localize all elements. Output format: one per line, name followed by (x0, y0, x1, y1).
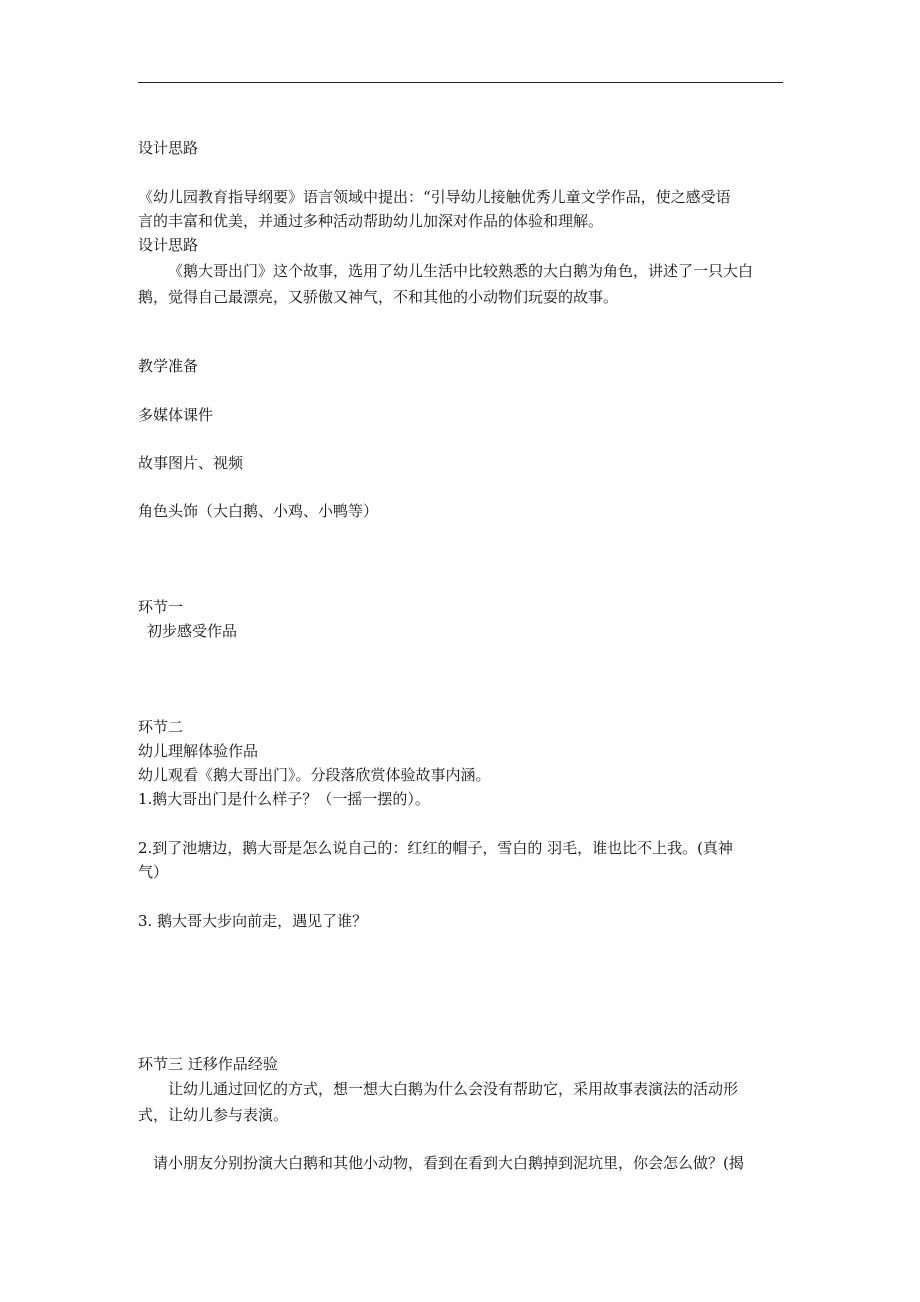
paragraph-line: 言的丰富和优美，并通过多种活动帮助幼儿加深对作品的体验和理解。 (138, 212, 604, 230)
section-three-text: 请小朋友分别扮演大白鹅和其他小动物，看到在看到大白鹅掉到泥坑里，你会怎么做？(揭 (153, 1154, 744, 1172)
heading-design-idea: 设计思路 (138, 139, 199, 157)
prep-item: 故事图片、视频 (138, 454, 244, 472)
heading-section-one: 环节一 (138, 598, 184, 616)
prep-item: 角色头饰（大白鹅、小鸡、小鸭等） (138, 502, 379, 520)
section-three-text: 让幼儿通过回忆的方式，想一想大白鹅为什么会没有帮助它，采用故事表演法的活动形 (168, 1080, 739, 1098)
question-item: 2.到了池塘边，鹅大哥是怎么说自己的：红红的帽子，雪白的 羽毛，谁也比不上我。(真神 (138, 839, 733, 857)
heading-teaching-prep: 教学准备 (138, 357, 199, 375)
section-two-text: 幼儿理解体验作品 (138, 742, 259, 760)
paragraph-line: 《幼儿园教育指导纲要》语言领域中提出：“引导幼儿接触优秀儿童文学作品，使之感受语 (138, 188, 731, 206)
question-item: 3. 鹅大哥大步向前走，遇见了谁？ (138, 912, 368, 930)
question-item: 气） (138, 863, 169, 881)
paragraph-line: 《鹅大哥出门》这个故事，选用了幼儿生活中比较熟悉的大白鹅为角色，讲述了一只大白 (168, 262, 754, 280)
section-three-text: 式，让幼儿参与表演。 (138, 1106, 289, 1124)
section-one-text: 初步感受作品 (147, 622, 238, 640)
question-item: 1.鹅大哥出门是什么样子？（一摇一摆的）。 (138, 790, 430, 808)
heading-section-three: 环节三 迁移作品经验 (138, 1055, 278, 1073)
paragraph-line: 鹅，觉得自己最漂亮，又骄傲又神气，不和其他的小动物们玩耍的故事。 (138, 288, 619, 306)
heading-section-two: 环节二 (138, 718, 184, 736)
header-rule (138, 82, 783, 83)
heading-design-idea-2: 设计思路 (138, 236, 199, 254)
section-two-text: 幼儿观看《鹅大哥出门》。分段落欣赏体验故事内涵。 (138, 766, 491, 784)
prep-item: 多媒体课件 (138, 406, 214, 424)
